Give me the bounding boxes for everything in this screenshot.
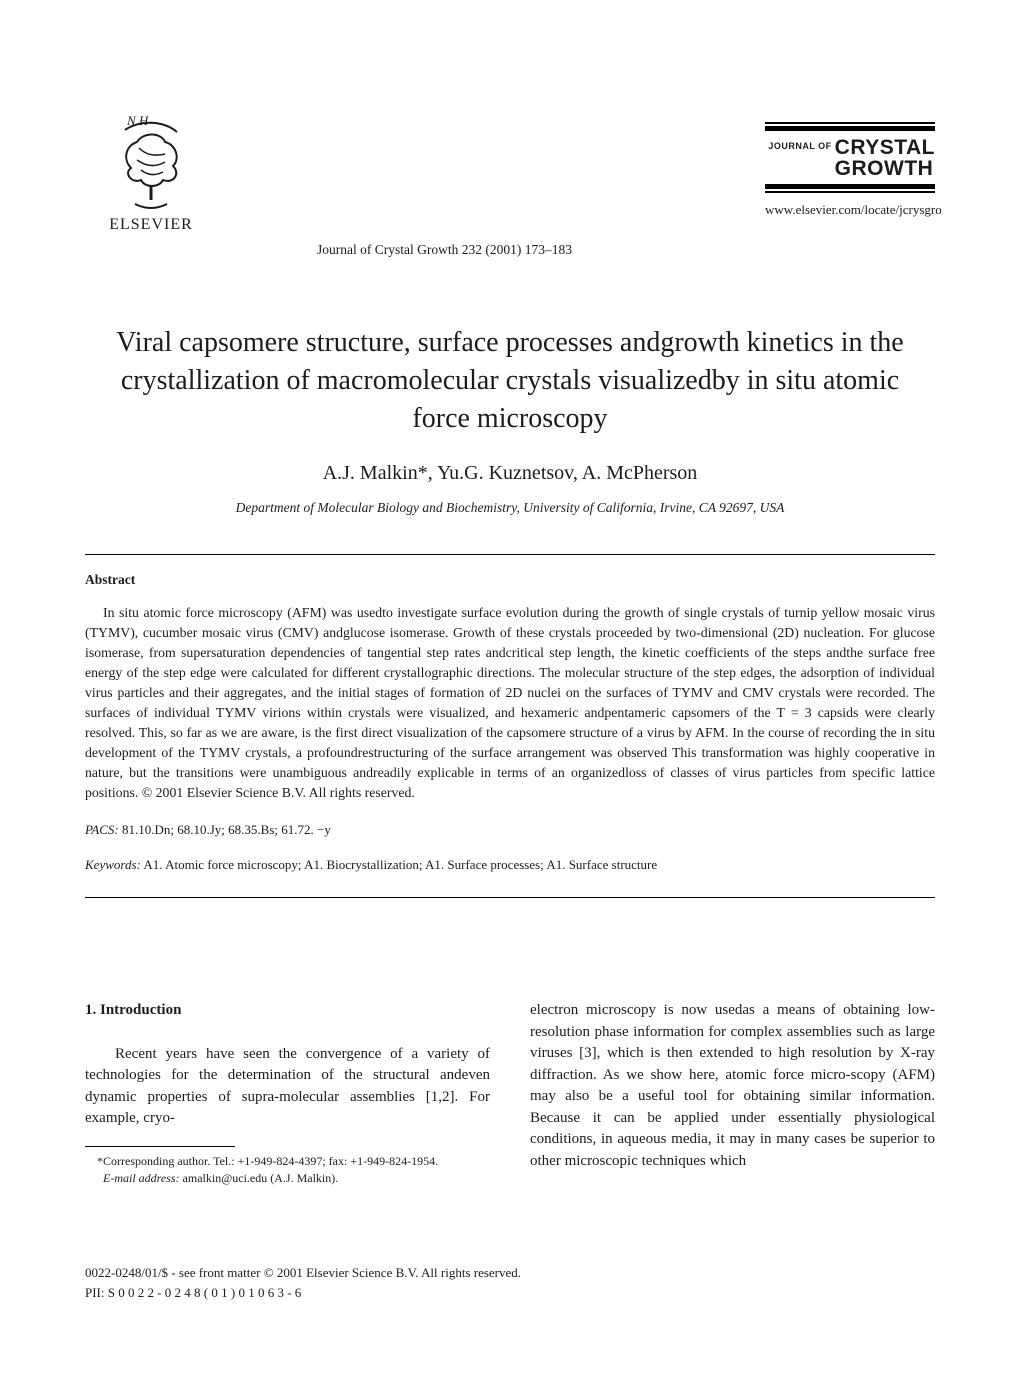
elsevier-logo-block <box>85 112 217 234</box>
page-header <box>85 113 942 272</box>
article-title: Viral capsomere structure, surface processes andgrowth kinetics in the crystallization of macromolecular crystals visualizedby in situ atomic force microscopy <box>116 327 904 434</box>
right-column <box>530 1000 935 1187</box>
intro-paragraph-right: electron microscopy is now usedas a means of obtaining low-resolution phase information for complex assemblies such as large viruses [3], which is then extended to high resolution by X-ray diffraction. As we show here, atomic force micro-scopy (AFM) may also be a useful tool for obtaining similar information. Because it can be applied under essentially physiological conditions, in aqueous media, it may in many cases be superior to other microscopic techniques which <box>530 1002 935 1169</box>
section-1-heading: 1. Introduction <box>85 1002 182 1018</box>
pacs-label: PACS: <box>85 822 119 837</box>
svg-text:N.H: N.H <box>127 113 149 128</box>
journal-of-label: JOURNAL OF <box>768 141 832 151</box>
pacs-line <box>85 822 935 838</box>
page-footer <box>85 1263 521 1303</box>
copyright-line: 0022-0248/01/$ - see front matter © 2001 Elsevier Science B.V. All rights reserved. <box>85 1265 522 1280</box>
publisher-name: ELSEVIER <box>109 216 193 233</box>
journal-logo-text <box>765 131 935 184</box>
logo-bottom-bars <box>765 184 935 193</box>
journal-website-url: www.elsevier.com/locate/jcrysgro <box>765 202 942 217</box>
left-column <box>85 1000 490 1187</box>
pii-line: PII: S 0 0 2 2 - 0 2 4 8 ( 0 1 ) 0 1 0 6 3 - 6 <box>85 1285 302 1300</box>
email-note <box>85 1170 490 1187</box>
divider-above-abstract <box>85 554 935 555</box>
abstract-heading: Abstract <box>85 572 136 587</box>
journal-logo-block <box>765 122 942 218</box>
keywords-label: Keywords: <box>85 857 141 872</box>
elsevier-tree-icon <box>111 112 191 214</box>
footnote-divider <box>85 1146 235 1147</box>
keywords-line <box>85 857 935 873</box>
email-label: E-mail address: <box>103 1170 180 1185</box>
article-authors: A.J. Malkin*, Yu.G. Kuznetsov, A. McPherson <box>322 462 698 484</box>
body-columns <box>85 1000 935 1187</box>
article-affiliation: Department of Molecular Biology and Biochemistry, University of California, Irvine, CA 92697, USA <box>235 500 785 515</box>
journal-reference: Journal of Crystal Growth 232 (2001) 173–183 <box>317 242 572 257</box>
keywords-list: A1. Atomic force microscopy; A1. Biocrystallization; A1. Surface processes; A1. Surface structure <box>143 857 658 872</box>
divider-below-keywords <box>85 897 935 898</box>
footnote-block <box>85 1146 490 1187</box>
pacs-codes: 81.10.Dn; 68.10.Jy; 68.35.Bs; 61.72. −y <box>121 822 331 837</box>
abstract-text: In situ atomic force microscopy (AFM) was usedto investigate surface evolution during the growth of single crystals of turnip yellow mosaic virus (TYMV), cucumber mosaic virus (CMV) andglucose isomerase. Growth of these crystals proceeded by two-dimensional (2D) nucleation. For glucose isomerase, from supersaturation dependencies of tangential step rates andcritical step length, the kinetic coefficients of the steps andthe surface free energy of the step edge were calculated for different crystallographic directions. The molecular structure of the step edges, the adsorption of individual virus particles and their aggregates, and the initial stages of formation of 2D nuclei on the surfaces of TYMV and CMV crystals were recorded. The surfaces of individual TYMV virions within crystals were visualized, and hexameric andpentameric capsomers of the T = 3 capsids were clearly resolved. This, so far as we are aware, is the first direct visualization of the capsomere structure of a virus by AFM. In the course of recording the in situ development of the TYMV crystals, a profoundrestructuring of the surface arrangement was observed This transformation was highly cooperative in nature, but the transitions were unambiguous andreadily explicable in terms of an organizedloss of classes of virus particles from specific lattice positions. © 2001 Elsevier Science B.V. All rights reserved. <box>85 605 935 800</box>
logo-growth: GROWTH <box>834 157 934 180</box>
intro-paragraph-left: Recent years have seen the convergence of a variety of technologies for the determination of the structural andeven dynamic properties of supra-molecular assemblies [1,2]. For example, cryo- <box>85 1045 490 1126</box>
logo-crystal: CRYSTAL <box>834 136 935 159</box>
corresponding-author-note: *Corresponding author. Tel.: +1-949-824-4397; fax: +1-949-824-1954. <box>97 1153 439 1168</box>
logo-top-bars <box>765 122 935 131</box>
email-address: amalkin@uci.edu (A.J. Malkin). <box>179 1170 339 1185</box>
